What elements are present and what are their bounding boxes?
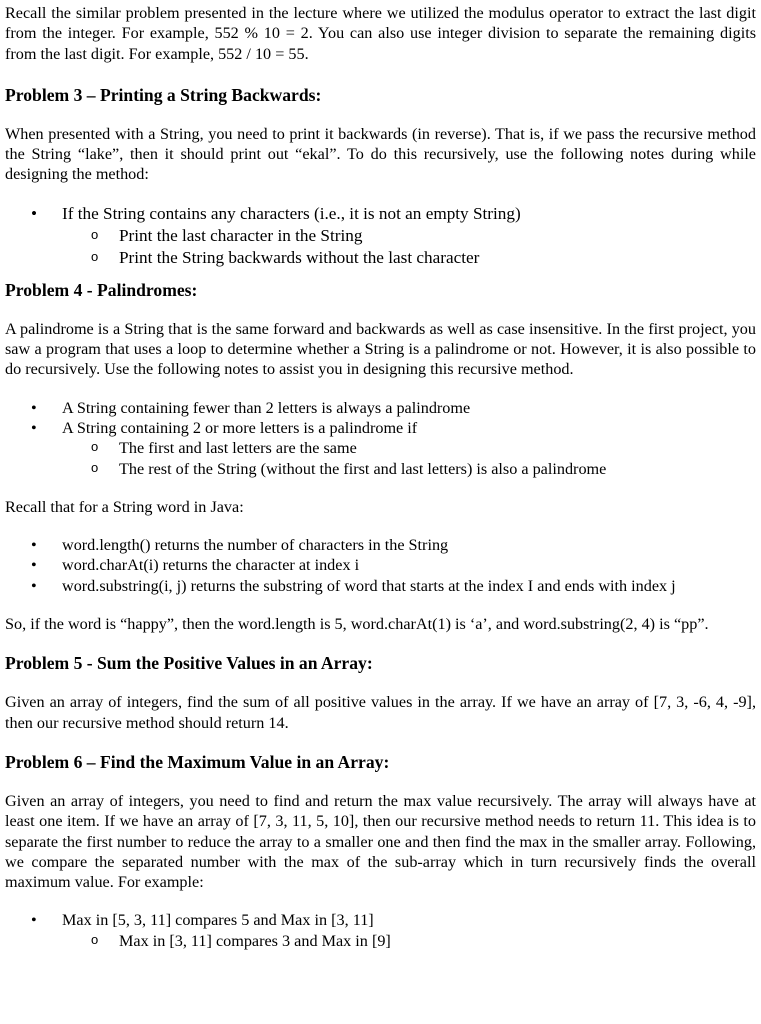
problem4-paragraph: A palindrome is a String that is the same forward and backwards as well as case insensitive. In the first project, you saw a program that uses a loop to determine whether a String is a palindrome or not. However, it is also possible to do recursively. Use the following notes to assist you in designing this recursive method. (5, 319, 756, 379)
problem4-list (5, 398, 756, 479)
list-item: o Print the last character in the String (5, 225, 756, 247)
intro-paragraph: Recall the similar problem presented in the lecture where we utilized the modulus operator to extract the last digit from the integer. For example, 552 % 10 = 2. You can also use integer division to separate the remaining digits from the last digit. For example, 552 / 10 = 55. (5, 4, 756, 63)
java-methods-list (5, 535, 756, 596)
problem6-list (5, 910, 756, 951)
list-item: o The first and last letters are the same (5, 438, 756, 458)
list-item: o Print the String backwards without the last character (5, 247, 756, 269)
problem6-heading: Problem 6 – Find the Maximum Value in an Array: (5, 751, 390, 772)
problem5-paragraph: Given an array of integers, find the sum of all positive values in the array. If we have an array of [7, 3, -6, 4, -9], then our recursive method should return 14. (5, 693, 756, 732)
list-item: • word.length() returns the number of characters in the String (5, 535, 756, 555)
problem3-list (5, 203, 756, 269)
list-item: • A String containing 2 or more letters is a palindrome if (5, 418, 756, 438)
list-item: • word.charAt(i) returns the character at index i (5, 555, 756, 575)
list-item: o The rest of the String (without the first and last letters) is also a palindrome (5, 459, 756, 479)
list-item: • A String containing fewer than 2 letters is always a palindrome (5, 398, 756, 418)
java-recall-paragraph: Recall that for a String word in Java: (5, 497, 244, 516)
problem3-paragraph: When presented with a String, you need to print it backwards (in reverse). That is, if we pass the recursive method the String “lake”, then it should print out “ekal”. To do this recursively, use the following notes during while designing the method: (5, 124, 756, 184)
problem3-heading: Problem 3 – Printing a String Backwards: (5, 84, 322, 105)
problem5-heading: Problem 5 - Sum the Positive Values in an Array: (5, 653, 373, 674)
list-item: • If the String contains any characters (i.e., it is not an empty String) (5, 203, 756, 225)
problem4-heading: Problem 4 - Palindromes: (5, 279, 198, 300)
list-item: o Max in [3, 11] compares 3 and Max in [9] (5, 931, 756, 951)
java-example-paragraph: So, if the word is “happy”, then the word.length is 5, word.charAt(1) is ‘a’, and word.substring(2, 4) is “pp”. (5, 615, 709, 634)
problem6-paragraph: Given an array of integers, you need to find and return the max value recursively. The array will always have at least one item. If we have an array of [7, 3, 11, 5, 10], then our recursive method needs to return 11. This idea is to separate the first number to reduce the array to a smaller one and then find the max in the smaller array. Following, we compare the separated number with the max of the sub-array which in turn recursively finds the overall maximum value. For example: (5, 791, 756, 892)
list-item: • Max in [5, 3, 11] compares 5 and Max in [3, 11] (5, 910, 756, 930)
list-item: • word.substring(i, j) returns the substring of word that starts at the index I and ends with index j (5, 576, 756, 596)
